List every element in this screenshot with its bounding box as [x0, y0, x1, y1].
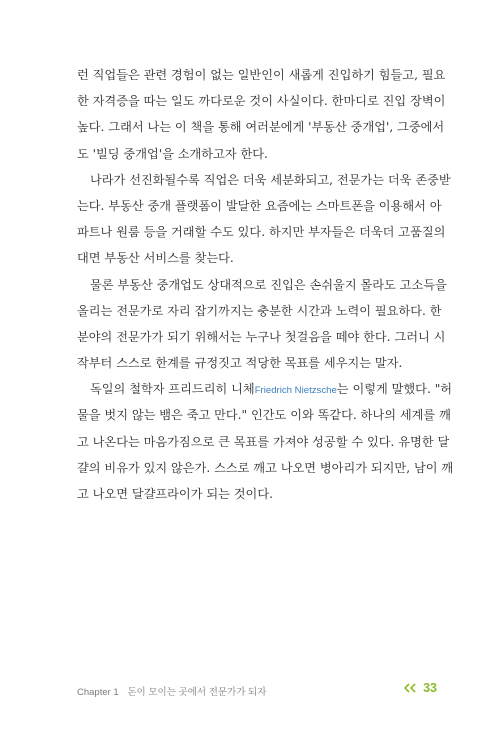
- nietzsche-name: Friedrich Nietzsche: [254, 385, 337, 397]
- page-footer: [77, 682, 437, 698]
- text-line: 는다. 부동산 중개 플랫폼이 발달한 요즘에는 스마트폰을 이용해서 아: [77, 198, 442, 213]
- text-line: 물론 부동산 중개업도 상대적으로 진입은 손쉬울지 몰라도 고소득을: [90, 277, 447, 292]
- running-footer: [77, 684, 266, 698]
- text-line: 고 나온다는 마음가짐으로 큰 목표를 가져야 성공할 수 있다. 유명한 달: [77, 434, 450, 449]
- text-line: 물을 벗지 않는 뱀은 죽고 만다." 인간도 이와 똑같다. 하나의 세계를 깨: [77, 408, 451, 423]
- text-fragment: 독일의 철학자 프리드리히 니체: [90, 382, 255, 397]
- text-line: 도 '빌딩 중개업'을 소개하고자 한다.: [77, 146, 268, 161]
- chapter-title: 돈이 모이는 곳에서 전문가가 되자: [127, 687, 267, 698]
- text-line: 높다. 그래서 나는 이 책을 통해 여러분에게 '부동산 중개업', 그중에서: [77, 120, 445, 135]
- page-number: 33: [423, 681, 437, 695]
- text-line: 파트나 원룸 등을 거래할 수도 있다. 하지만 부자들은 더욱더 고품질의: [77, 225, 446, 240]
- text-fragment: 는 이렇게 말했다. "허: [336, 382, 453, 397]
- text-line: [77, 376, 453, 402]
- text-line: 작부터 스스로 한계를 규정짓고 적당한 목표를 세우지는 말자.: [77, 356, 403, 371]
- text-line: 올리는 전문가로 자리 잡기까지는 충분한 시간과 노력이 필요하다. 한: [77, 303, 442, 318]
- text-line: 걀의 비유가 있지 않은가. 스스로 깨고 나오면 병아리가 되지만, 남이 깨: [77, 460, 454, 475]
- text-line: 한 자격증을 따는 일도 까다로운 것이 사실이다. 한마디로 진입 장벽이: [77, 94, 446, 109]
- text-line: 분야의 전문가가 되기 위해서는 누구나 첫걸음을 떼야 한다. 그러니 시: [77, 329, 446, 344]
- text-line: 런 직업들은 관련 경험이 없는 일반인이 새롭게 진입하기 힘들고, 필요: [77, 68, 446, 82]
- text-line: 대면 부동산 서비스를 찾는다.: [77, 251, 234, 266]
- page-number-group: [403, 681, 437, 695]
- chapter-number: Chapter 1: [77, 687, 119, 698]
- double-chevron-left-icon: [403, 683, 417, 693]
- text-line: 고 나오면 달걀프라이가 되는 것이다.: [77, 487, 273, 501]
- body-text: [77, 62, 454, 507]
- text-line: 나라가 선진화될수록 직업은 더욱 세분화되고, 전문가는 더욱 존중받: [90, 172, 451, 187]
